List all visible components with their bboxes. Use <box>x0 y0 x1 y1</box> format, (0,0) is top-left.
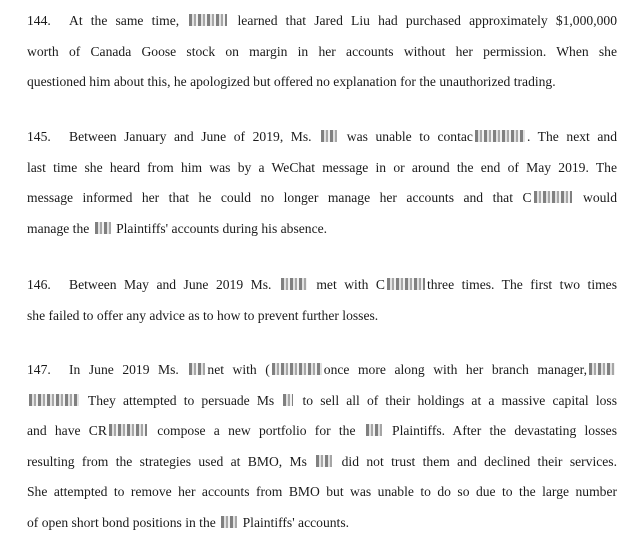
paragraph-number: 146. <box>27 277 51 292</box>
redaction-mark <box>475 130 525 142</box>
paragraph-line: she failed to offer any advice as to how to prevent further losses. <box>27 307 379 323</box>
paragraph-line: She attempted to remove her accounts from BMO but was unable to do so due to the large number <box>27 484 617 499</box>
redaction-mark <box>283 394 293 406</box>
paragraph-145 <box>27 122 617 244</box>
paragraph-line: of open short bond positions in the Plaintiffs' accounts. <box>27 514 350 530</box>
paragraph-number: 145. <box>27 129 51 144</box>
redaction-mark <box>109 424 147 436</box>
paragraph-line: 144. At the same time, learned that Jared Liu had purchased approximately $1,000,000 <box>27 6 617 37</box>
paragraph-line: resulting from the strategies used at BMO, Ms did not trust them and declined their services. <box>27 453 617 469</box>
paragraph-line: 146. Between May and June 2019 Ms. met with C three times. The first two times <box>27 270 617 301</box>
redaction-mark <box>221 516 237 528</box>
paragraph-line: manage the Plaintiffs' accounts during his absence. <box>27 220 328 236</box>
redaction-mark <box>272 363 322 375</box>
redaction-mark <box>534 191 572 203</box>
redaction-mark <box>321 130 337 142</box>
paragraph-line: 147. In June 2019 Ms. net with ( once more along with her branch manager, <box>27 355 617 386</box>
redaction-mark <box>366 424 382 436</box>
paragraph-number: 147. <box>27 362 51 377</box>
paragraph-line: 145. Between January and June of 2019, Ms. was unable to contac . The next and <box>27 122 617 153</box>
redaction-mark <box>589 363 615 375</box>
paragraph-line: They attempted to persuade Ms to sell all of their holdings at a massive capital loss <box>27 386 617 417</box>
paragraph-line: questioned him about this, he apologized but offered no explanation for the unauthorized trading. <box>27 74 556 89</box>
paragraph-line: worth of Canada Goose stock on margin in her accounts without her permission. When she <box>27 43 617 59</box>
paragraph-147 <box>27 355 617 538</box>
paragraph-line: last time she heard from him was by a WeChat message in or around the end of May 2019. The <box>27 159 617 175</box>
redaction-mark <box>316 455 332 467</box>
paragraph-144 <box>27 6 617 98</box>
redaction-mark <box>29 394 79 406</box>
redaction-mark <box>281 278 307 290</box>
paragraph-146 <box>27 270 617 331</box>
redaction-mark <box>387 278 425 290</box>
paragraph-number: 144. <box>27 13 51 28</box>
redaction-mark <box>189 14 227 26</box>
paragraph-line: and have CR compose a new portfolio for the Plaintiffs. After the devastating losses <box>27 423 617 438</box>
redaction-mark <box>189 363 205 375</box>
redaction-mark <box>95 222 111 234</box>
paragraph-line: message informed her that he could no longer manage her accounts and that C would <box>27 190 617 205</box>
